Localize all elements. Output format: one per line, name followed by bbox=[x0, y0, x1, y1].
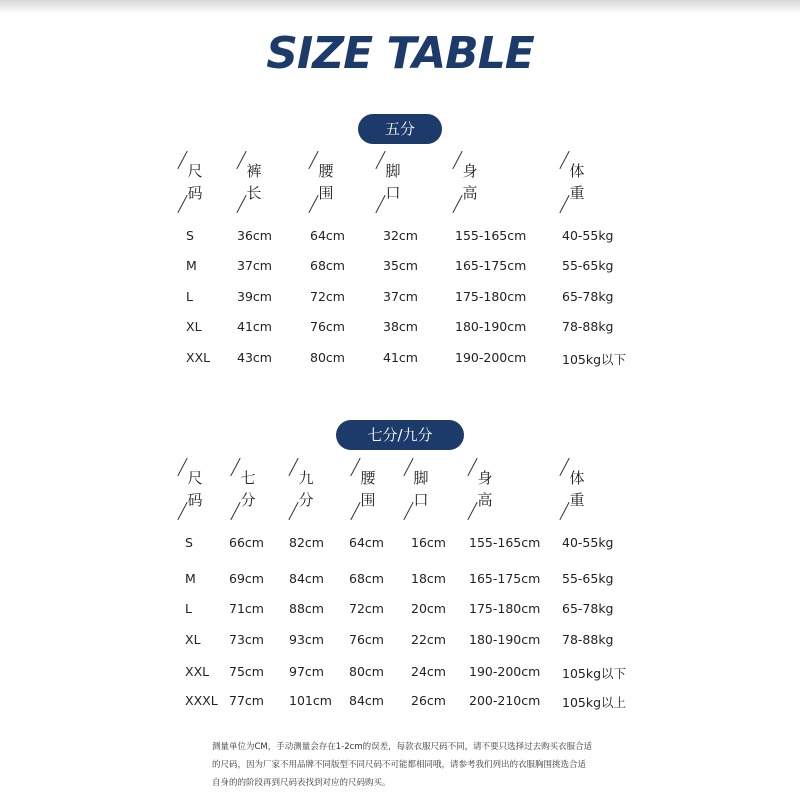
section-label-five: 五分 bbox=[358, 114, 442, 144]
table-cell: 64cm bbox=[349, 535, 384, 550]
table-cell: 97cm bbox=[289, 664, 324, 679]
table-cell: 155-165cm bbox=[455, 228, 527, 243]
column-header bbox=[406, 467, 436, 511]
table-cell: 180-190cm bbox=[469, 632, 541, 647]
table-cell: 64cm bbox=[310, 228, 345, 243]
column-header bbox=[233, 467, 263, 511]
table-cell: 65-78kg bbox=[562, 601, 614, 616]
header-char: 围 bbox=[360, 491, 376, 509]
size-label: L bbox=[185, 601, 192, 616]
header-char: 码 bbox=[187, 491, 203, 509]
size-label: XXL bbox=[186, 350, 211, 365]
header-char: 脚 bbox=[385, 162, 401, 180]
header-char: 七 bbox=[240, 469, 256, 487]
header-char: 重 bbox=[569, 491, 585, 509]
column-header bbox=[353, 467, 383, 511]
size-label: L bbox=[186, 289, 193, 304]
size-label: M bbox=[185, 571, 196, 586]
table-cell: 76cm bbox=[310, 319, 345, 334]
table-cell: 38cm bbox=[383, 319, 418, 334]
note-line: 的尺码，因为厂家不用品牌不同版型不同尺码不可能都相同哦，请参考我们列出的衣服胸围挑选合适 bbox=[212, 760, 587, 770]
measurement-note bbox=[212, 738, 632, 792]
table-cell: 77cm bbox=[229, 693, 264, 708]
table-cell: 175-180cm bbox=[455, 289, 527, 304]
table-cell: 68cm bbox=[310, 258, 345, 273]
top-shadow bbox=[0, 0, 800, 14]
table-cell: 37cm bbox=[383, 289, 418, 304]
table-cell: 26cm bbox=[411, 693, 446, 708]
table-cell: 55-65kg bbox=[562, 258, 614, 273]
column-header bbox=[562, 160, 592, 204]
column-header bbox=[311, 160, 341, 204]
table-cell: 200-210cm bbox=[469, 693, 541, 708]
header-char: 口 bbox=[413, 491, 429, 509]
header-char: 脚 bbox=[413, 469, 429, 487]
size-label: S bbox=[186, 228, 194, 243]
header-char: 腰 bbox=[360, 469, 376, 487]
table-cell: 68cm bbox=[349, 571, 384, 586]
table-cell: 69cm bbox=[229, 571, 264, 586]
header-char: 尺 bbox=[187, 162, 203, 180]
table-cell: 80cm bbox=[349, 664, 384, 679]
header-char: 口 bbox=[385, 184, 401, 202]
header-char: 身 bbox=[477, 469, 493, 487]
header-char: 围 bbox=[318, 184, 334, 202]
table-cell: 165-175cm bbox=[469, 571, 541, 586]
table-cell: 65-78kg bbox=[562, 289, 614, 304]
section-label-seven-nine: 七分/九分 bbox=[336, 420, 464, 450]
table-cell: 71cm bbox=[229, 601, 264, 616]
size-label: XXL bbox=[185, 664, 210, 679]
table-cell: 165-175cm bbox=[455, 258, 527, 273]
table-cell: 76cm bbox=[349, 632, 384, 647]
header-char: 腰 bbox=[318, 162, 334, 180]
table-cell: 41cm bbox=[237, 319, 272, 334]
table-cell: 39cm bbox=[237, 289, 272, 304]
column-header bbox=[239, 160, 269, 204]
page-title: SIZE TABLE bbox=[266, 28, 534, 79]
table-cell: 78-88kg bbox=[562, 632, 614, 647]
table-cell: 40-55kg bbox=[562, 535, 614, 550]
header-char: 裤 bbox=[246, 162, 262, 180]
header-char: 体 bbox=[569, 469, 585, 487]
table-cell: 37cm bbox=[237, 258, 272, 273]
size-label: M bbox=[186, 258, 197, 273]
header-char: 九 bbox=[298, 469, 314, 487]
column-header bbox=[180, 160, 210, 204]
column-header bbox=[470, 467, 500, 511]
table-cell: 105kg以下 bbox=[562, 352, 627, 367]
table-cell: 18cm bbox=[411, 571, 446, 586]
table-cell: 84cm bbox=[349, 693, 384, 708]
table-cell: 32cm bbox=[383, 228, 418, 243]
table-cell: 24cm bbox=[411, 664, 446, 679]
table-cell: 180-190cm bbox=[455, 319, 527, 334]
column-header bbox=[180, 467, 210, 511]
header-char: 身 bbox=[462, 162, 478, 180]
header-char: 高 bbox=[477, 491, 493, 509]
column-header bbox=[455, 160, 485, 204]
header-char: 长 bbox=[246, 184, 262, 202]
size-label: XL bbox=[185, 632, 201, 647]
header-char: 体 bbox=[569, 162, 585, 180]
table-cell: 105kg以下 bbox=[562, 666, 627, 681]
table-cell: 72cm bbox=[349, 601, 384, 616]
table-cell: 88cm bbox=[289, 601, 324, 616]
table-cell: 66cm bbox=[229, 535, 264, 550]
header-char: 高 bbox=[462, 184, 478, 202]
table-cell: 75cm bbox=[229, 664, 264, 679]
header-char: 重 bbox=[569, 184, 585, 202]
table-cell: 35cm bbox=[383, 258, 418, 273]
table-cell: 190-200cm bbox=[469, 664, 541, 679]
column-header bbox=[291, 467, 321, 511]
table-cell: 93cm bbox=[289, 632, 324, 647]
table-cell: 72cm bbox=[310, 289, 345, 304]
column-header bbox=[562, 467, 592, 511]
table-cell: 22cm bbox=[411, 632, 446, 647]
header-char: 分 bbox=[240, 491, 256, 509]
size-label: S bbox=[185, 535, 193, 550]
table-cell: 78-88kg bbox=[562, 319, 614, 334]
table-cell: 36cm bbox=[237, 228, 272, 243]
table-cell: 73cm bbox=[229, 632, 264, 647]
table-cell: 155-165cm bbox=[469, 535, 541, 550]
column-header bbox=[378, 160, 408, 204]
table-cell: 16cm bbox=[411, 535, 446, 550]
table-cell: 82cm bbox=[289, 535, 324, 550]
table-cell: 20cm bbox=[411, 601, 446, 616]
size-label: XL bbox=[186, 319, 202, 334]
table-cell: 101cm bbox=[289, 693, 332, 708]
table-cell: 84cm bbox=[289, 571, 324, 586]
table-cell: 55-65kg bbox=[562, 571, 614, 586]
table-cell: 190-200cm bbox=[455, 350, 527, 365]
size-label: XXXL bbox=[185, 693, 218, 708]
table-cell: 41cm bbox=[383, 350, 418, 365]
table-cell: 43cm bbox=[237, 350, 272, 365]
table-cell: 175-180cm bbox=[469, 601, 541, 616]
note-line: 自身的的阶段再到尺码表找到对应的尺码购买。 bbox=[212, 778, 391, 788]
header-char: 码 bbox=[187, 184, 203, 202]
header-char: 分 bbox=[298, 491, 314, 509]
note-line: 测量单位为CM，手动测量会存在1-2cm的误差，每款衣服尺码不同，请不要只选择过去购买衣服合适 bbox=[212, 742, 593, 752]
header-char: 尺 bbox=[187, 469, 203, 487]
table-cell: 80cm bbox=[310, 350, 345, 365]
table-cell: 105kg以上 bbox=[562, 695, 627, 710]
table-cell: 40-55kg bbox=[562, 228, 614, 243]
